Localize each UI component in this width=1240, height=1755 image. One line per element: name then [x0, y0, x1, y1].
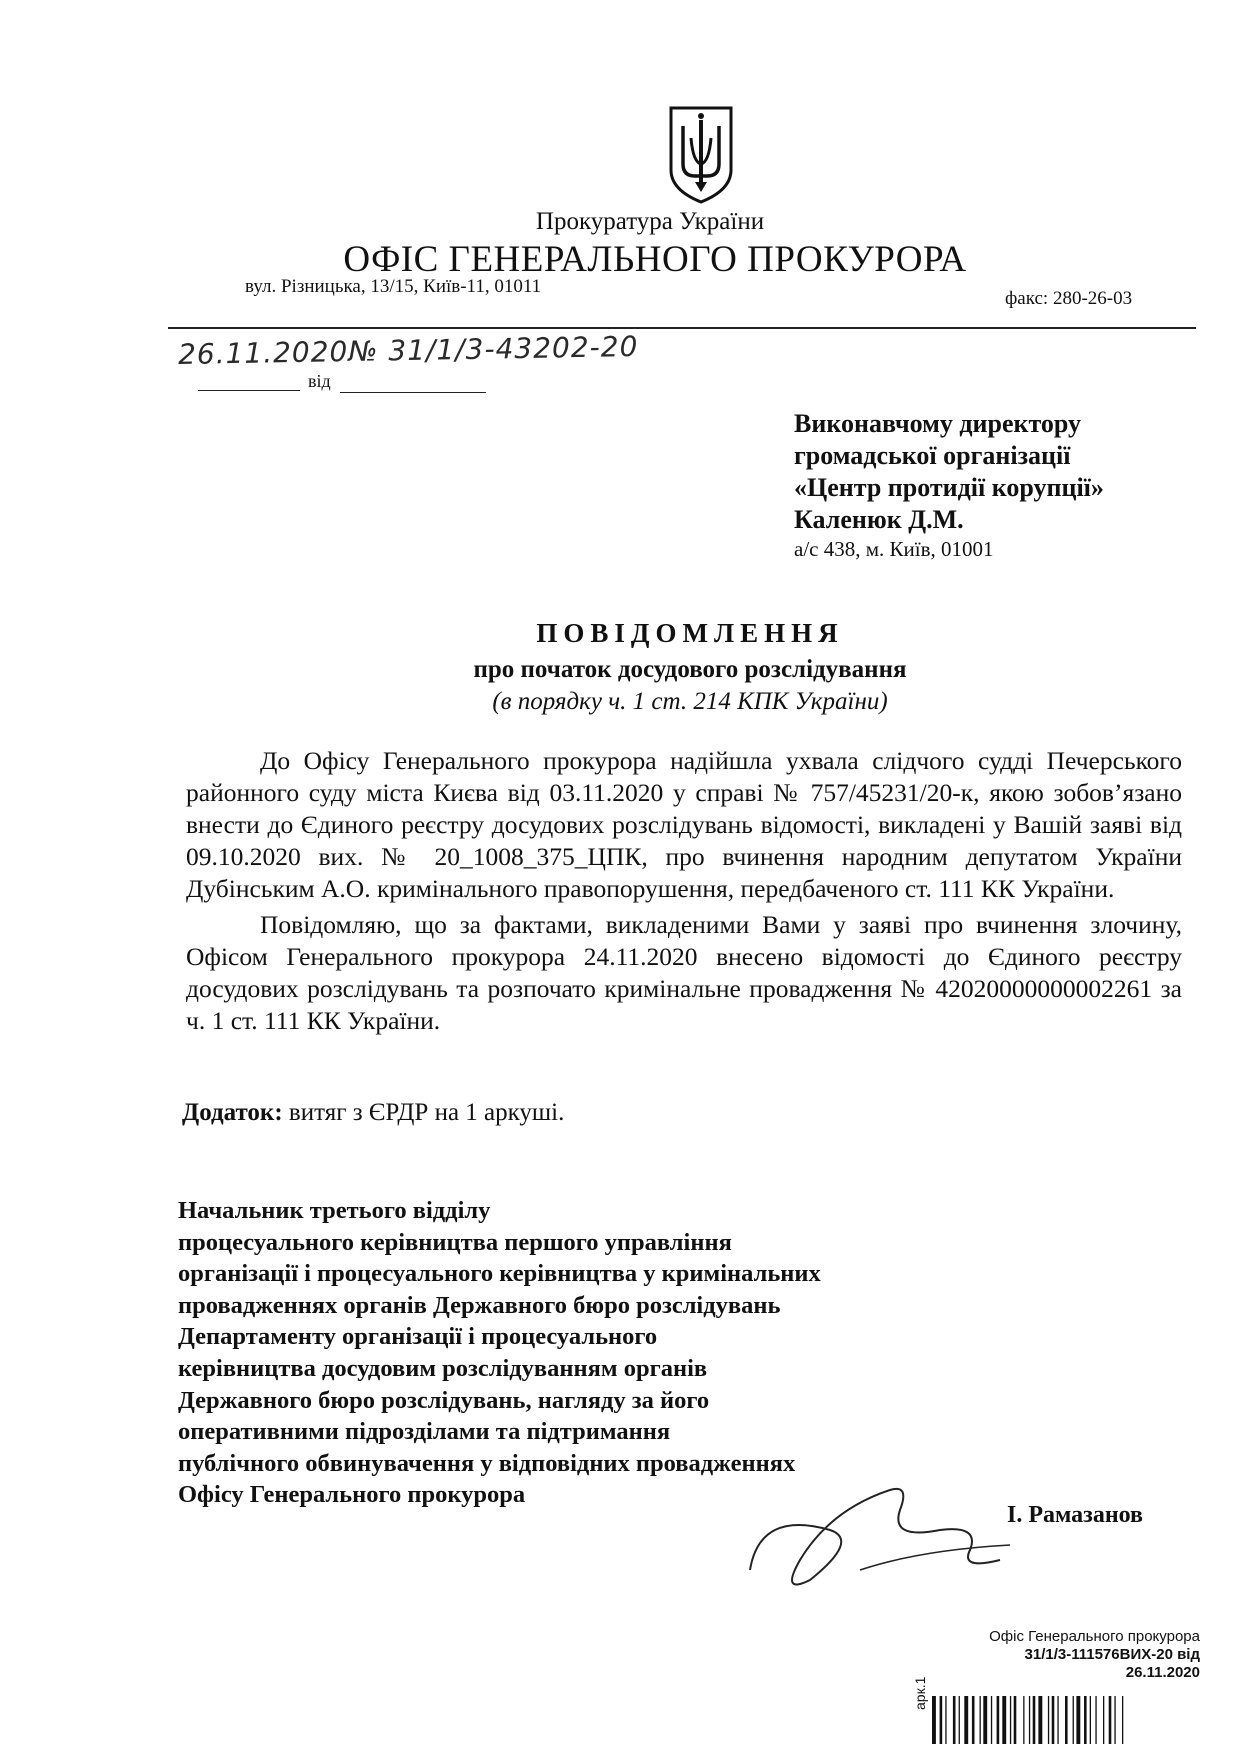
- barcode-bar: [945, 1696, 946, 1744]
- barcode-bar: [1029, 1696, 1030, 1744]
- body-paragraph: До Офісу Генерального прокурора надійшла ухвала слідчого судді Печерського районного суду міста Києва від 03.11.2020 у справі № 757/45231/20-к, якою зобов’язано внести до Єдиного реєстру досудових розслідувань відомості, викладені у Вашій заяві від 09.10.2020 вих. № 20_1008_375_ЦПК, про вчинення народним депутатом України Дубінським А.О. кримінального правопорушення, передбаченого ст. 111 КК України.: [186, 746, 1182, 903]
- barcode-bar: [1057, 1696, 1058, 1744]
- barcode-bar: [1084, 1696, 1087, 1744]
- barcode-bar: [972, 1696, 975, 1744]
- barcode-bar: [997, 1696, 1000, 1744]
- barcode-bar: [1065, 1696, 1068, 1744]
- handwritten-signature: [740, 1470, 1030, 1600]
- barcode-bar: [1014, 1696, 1017, 1744]
- barcode-bar: [1095, 1696, 1096, 1744]
- stamp-date: 26.11.2020: [1125, 1664, 1200, 1681]
- office-name: ОФІС ГЕНЕРАЛЬНОГО ПРОКУРОРА: [343, 239, 967, 280]
- addressee-postal: а/с 438, м. Київ, 01001: [794, 537, 994, 561]
- notice-subtitle: про початок досудового розслідування: [473, 656, 907, 683]
- signatory-title: [178, 1195, 821, 1511]
- registration-blank-date: [340, 392, 486, 393]
- registration-from-label: від: [308, 371, 331, 391]
- attachment-label: Додаток:: [182, 1099, 283, 1126]
- barcode-bar: [1033, 1696, 1036, 1744]
- signatory-line: публічного обвинувачення у відповідних провадженнях: [178, 1449, 796, 1477]
- barcode-bar: [1114, 1696, 1115, 1744]
- barcode-icon: [930, 1696, 1198, 1744]
- signatory-line: керівництва досудовим розслідуванням органів: [178, 1354, 708, 1382]
- addressee-block: [794, 408, 1104, 536]
- notice-body: [186, 745, 1182, 1037]
- attachment-text: витяг з ЄРДР на 1 аркуші.: [282, 1099, 565, 1126]
- barcode-bar: [1090, 1696, 1091, 1744]
- notice-title: ПОВІДОМЛЕННЯ: [536, 618, 844, 648]
- barcode-bar: [980, 1696, 981, 1744]
- barcode-bar: [1052, 1696, 1055, 1744]
- handwritten-registration-number: 26.11.2020№ 31/1/3-43202-20: [177, 329, 639, 372]
- signatory-line: провадженнях органів Державного бюро розслідувань: [178, 1291, 781, 1319]
- barcode-bar: [1122, 1696, 1123, 1744]
- stamp-sheet-label: арк.1: [912, 1676, 928, 1710]
- barcode-bar: [1109, 1696, 1112, 1744]
- signatory-line: процесуального керівництва першого управління: [178, 1228, 732, 1256]
- signatory-line: оперативними підрозділами та підтримання: [178, 1418, 671, 1446]
- signer-name: І. Рамазанов: [1007, 1502, 1144, 1528]
- barcode-bar: [983, 1696, 987, 1744]
- barcode-bar: [1038, 1696, 1042, 1744]
- agency-name: Прокуратура України: [535, 208, 765, 235]
- signatory-line: Офісу Генерального прокурора: [178, 1481, 526, 1509]
- attachment-line: [182, 1099, 564, 1127]
- barcode-bar: [1073, 1696, 1074, 1744]
- barcode-bar: [1002, 1696, 1006, 1744]
- barcode-bar: [991, 1696, 992, 1744]
- barcode-bar: [964, 1696, 968, 1744]
- addressee-line: громадської організації: [794, 441, 1071, 470]
- stamp-number: 31/1/3-111576ВИХ-20 від: [1024, 1646, 1200, 1663]
- barcode-bar: [1010, 1696, 1011, 1744]
- barcode-bar: [932, 1696, 936, 1744]
- barcode-bar: [1103, 1696, 1104, 1744]
- barcode-bar: [953, 1696, 956, 1744]
- body-paragraph: Повідомляю, що за фактами, викладеними Вами у заяві про вчинення злочину, Офісом Генерального прокурора 24.11.2020 внесено відомості до Єдиного реєстру досудових розслідувань та розпочато кримінальне провадження № 42020000000002261 за ч. 1 ст. 111 КК України.: [186, 910, 1182, 1035]
- stamp-office: Офіс Генерального прокурора: [989, 1628, 1200, 1645]
- registration-stamp: [930, 1628, 1200, 1682]
- barcode-bar: [959, 1696, 960, 1744]
- office-fax: факс: 280-26-03: [1005, 288, 1133, 309]
- addressee-line: Каленюк Д.М.: [794, 505, 964, 534]
- signatory-line: Департаменту організації і процесуального: [178, 1323, 658, 1351]
- signatory-line: організації і процесуального керівництва у кримінальних: [178, 1260, 821, 1288]
- barcode-bar: [940, 1696, 943, 1744]
- registration-blank-number: [198, 390, 300, 391]
- barcode-bar: [1023, 1696, 1024, 1744]
- barcode-bar: [1076, 1696, 1080, 1744]
- addressee-line: Виконавчому директору: [794, 409, 1082, 438]
- notice-legal-basis: (в порядку ч. 1 ст. 214 КПК України): [492, 688, 888, 715]
- signatory-line: Державного бюро розслідувань, нагляду за його: [178, 1386, 710, 1414]
- header-divider: [168, 327, 1196, 329]
- signatory-line: Начальник третього відділу: [178, 1197, 491, 1224]
- barcode-bar: [1048, 1696, 1049, 1744]
- coat-of-arms-icon: [667, 104, 735, 206]
- office-address: вул. Різницька, 13/15, Київ-11, 01011: [245, 276, 542, 297]
- addressee-line: «Центр протидії корупції»: [794, 473, 1104, 502]
